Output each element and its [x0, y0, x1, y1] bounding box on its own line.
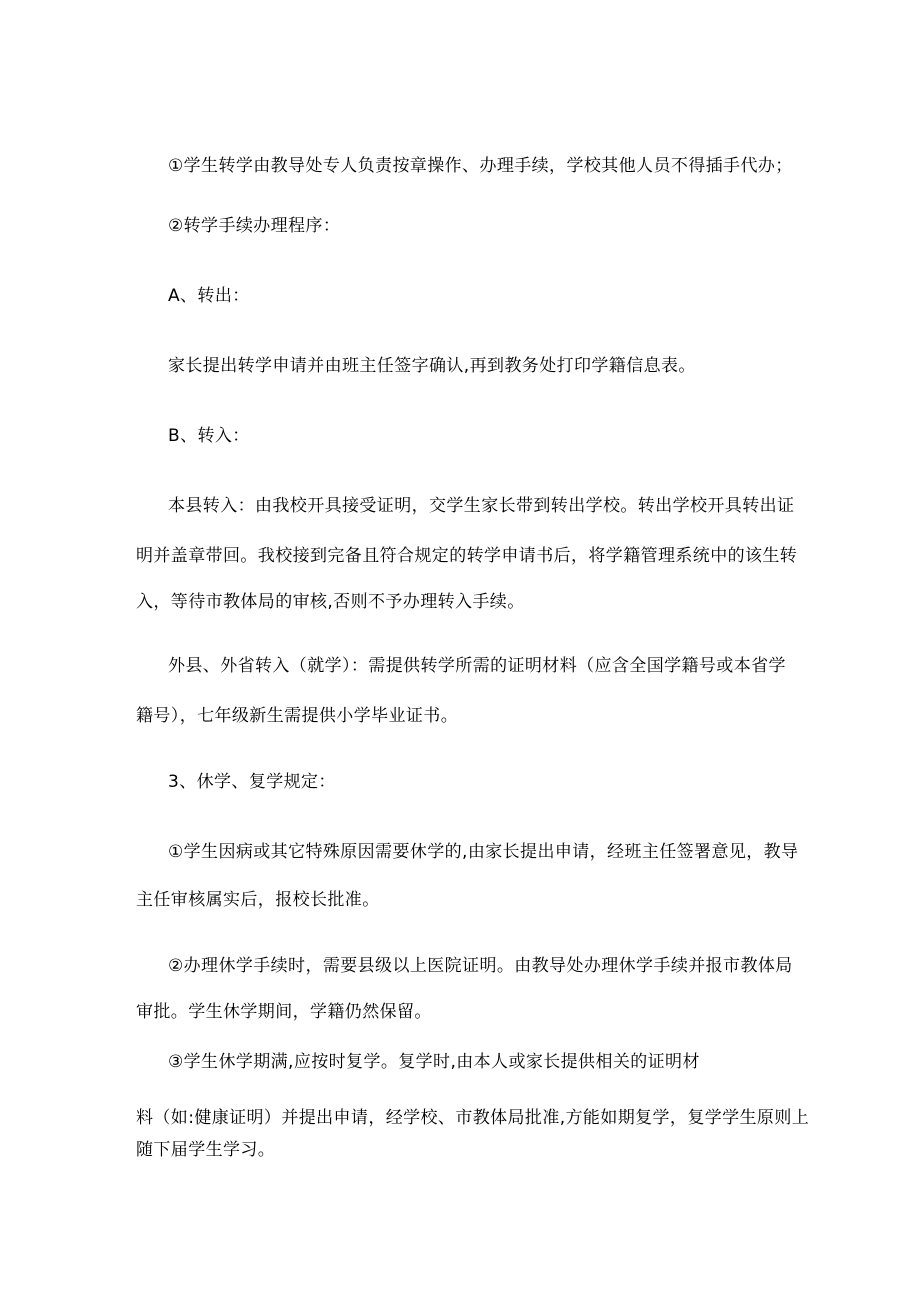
- paragraph-transfer-out: 家长提出转学申请并由班主任签字确认,再到教务处打印学籍信息表。: [168, 356, 696, 376]
- heading-transfer-out: A、转出：: [168, 286, 250, 306]
- paragraph-suspension-1-line-1: ①学生因病或其它特殊原因需要休学的,由家长提出申请，经班主任签署意见，教导: [168, 842, 799, 862]
- paragraph-resumption-line-1: ③学生休学期满,应按时复学。复学时,由本人或家长提供相关的证明材: [168, 1052, 700, 1072]
- paragraph-external-transfer-line-2: 籍号），七年级新生需提供小学毕业证书。: [136, 706, 459, 726]
- paragraph-local-transfer-line-1: 本县转入：由我校开具接受证明，交学生家长带到转出学校。转出学校开具转出证: [168, 496, 795, 516]
- paragraph-resumption-line-3: 随下届学生学习。: [136, 1140, 276, 1160]
- paragraph-suspension-1-line-2: 主任审核属实后，报校长批准。: [136, 890, 380, 910]
- paragraph-resumption-line-2: 料（如:健康证明）并提出申请，经学校、市教体局批准,方能如期复学，复学学生原则上: [136, 1108, 810, 1128]
- paragraph-external-transfer-line-1: 外县、外省转入（就学）：需提供转学所需的证明材料（应含全国学籍号或本省学: [168, 656, 786, 676]
- heading-suspension-resumption: 3、休学、复学规定：: [168, 772, 336, 792]
- paragraph-transfer-rule-1: ①学生转学由教导处专人负责按章操作、办理手续，学校其他人员不得插手代办；: [168, 156, 793, 176]
- paragraph-suspension-2-line-1: ②办理休学手续时，需要县级以上医院证明。由教导处办理休学手续并报市教体局: [168, 956, 793, 976]
- paragraph-suspension-2-line-2: 审批。学生休学期间，学籍仍然保留。: [136, 1002, 432, 1022]
- paragraph-local-transfer-line-3: 入，等待市教体局的审核,否则不予办理转入手续。: [136, 592, 525, 612]
- paragraph-local-transfer-line-2: 明并盖章带回。我校接到完备且符合规定的转学申请书后，将学籍管理系统中的该生转: [136, 546, 798, 566]
- heading-transfer-in: B、转入：: [168, 426, 250, 446]
- paragraph-transfer-procedure: ②转学手续办理程序：: [168, 216, 341, 236]
